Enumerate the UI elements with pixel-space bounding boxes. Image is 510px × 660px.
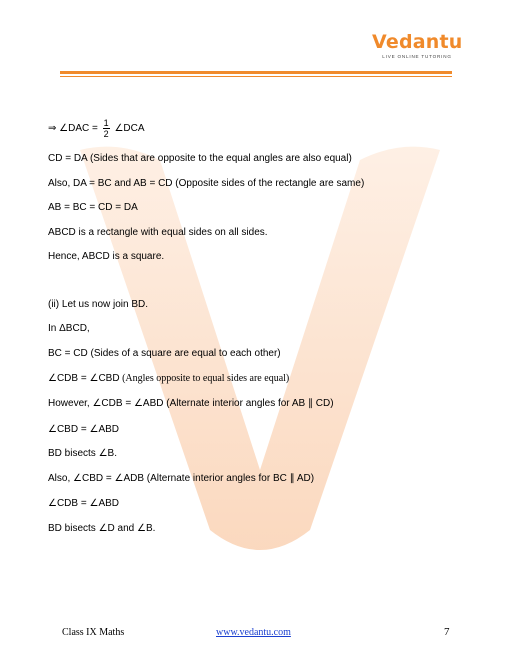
reason-text: (Angles opposite to equal sides are equal) [119, 373, 290, 384]
vedantu-logo [372, 32, 462, 59]
fraction [103, 118, 110, 139]
text-line-7: (ii) Let us now join BD. [48, 299, 149, 310]
fraction-numerator: 1 [103, 118, 109, 128]
text-line-2: CD = DA (Sides that are opposite to the equal angles are also equal) [48, 153, 352, 164]
text-line-14: Also, ∠CBD = ∠ADB (Alternate interior angles for BC ∥ AD) [48, 473, 315, 484]
text-line-16: BD bisects ∠D and ∠B. [48, 523, 156, 534]
text-line-8: In ΔBCD, [48, 323, 90, 334]
fraction-denominator: 2 [103, 129, 109, 139]
text-line-10 [48, 373, 289, 385]
footer-class-label: Class IX Maths [62, 627, 125, 638]
footer-website-link[interactable]: www.vedantu.com [216, 627, 291, 638]
text-line-12: ∠CBD = ∠ABD [48, 424, 120, 435]
header-rule-thin [60, 76, 452, 77]
header-rule [60, 71, 452, 74]
eq-line-1 [48, 118, 145, 139]
text-line-4: AB = BC = CD = DA [48, 202, 138, 213]
text-line-13: BD bisects ∠B. [48, 448, 117, 459]
text-line-6: Hence, ABCD is a square. [48, 251, 165, 262]
text-line-11: However, ∠CDB = ∠ABD (Alternate interior angles for AB ∥ CD) [48, 398, 334, 409]
text-line-9: BC = CD (Sides of a square are equal to each other) [48, 348, 281, 359]
angle-equation: ∠CDB = ∠CBD [48, 373, 120, 384]
logo-tagline: LIVE ONLINE TUTORING [382, 54, 452, 59]
implies-arrow: ⇒ [48, 123, 57, 135]
logo-wordmark: Vedantu [372, 31, 463, 53]
text-line-15: ∠CDB = ∠ABD [48, 498, 120, 509]
text-line-3: Also, DA = BC and AB = CD (Opposite sides of the rectangle are same) [48, 178, 365, 189]
text-line-5: ABCD is a rectangle with equal sides on all sides. [48, 227, 268, 238]
eq-right: ∠DCA [114, 123, 145, 135]
eq-left: ∠DAC = [59, 123, 98, 135]
page-number: 7 [444, 626, 450, 638]
